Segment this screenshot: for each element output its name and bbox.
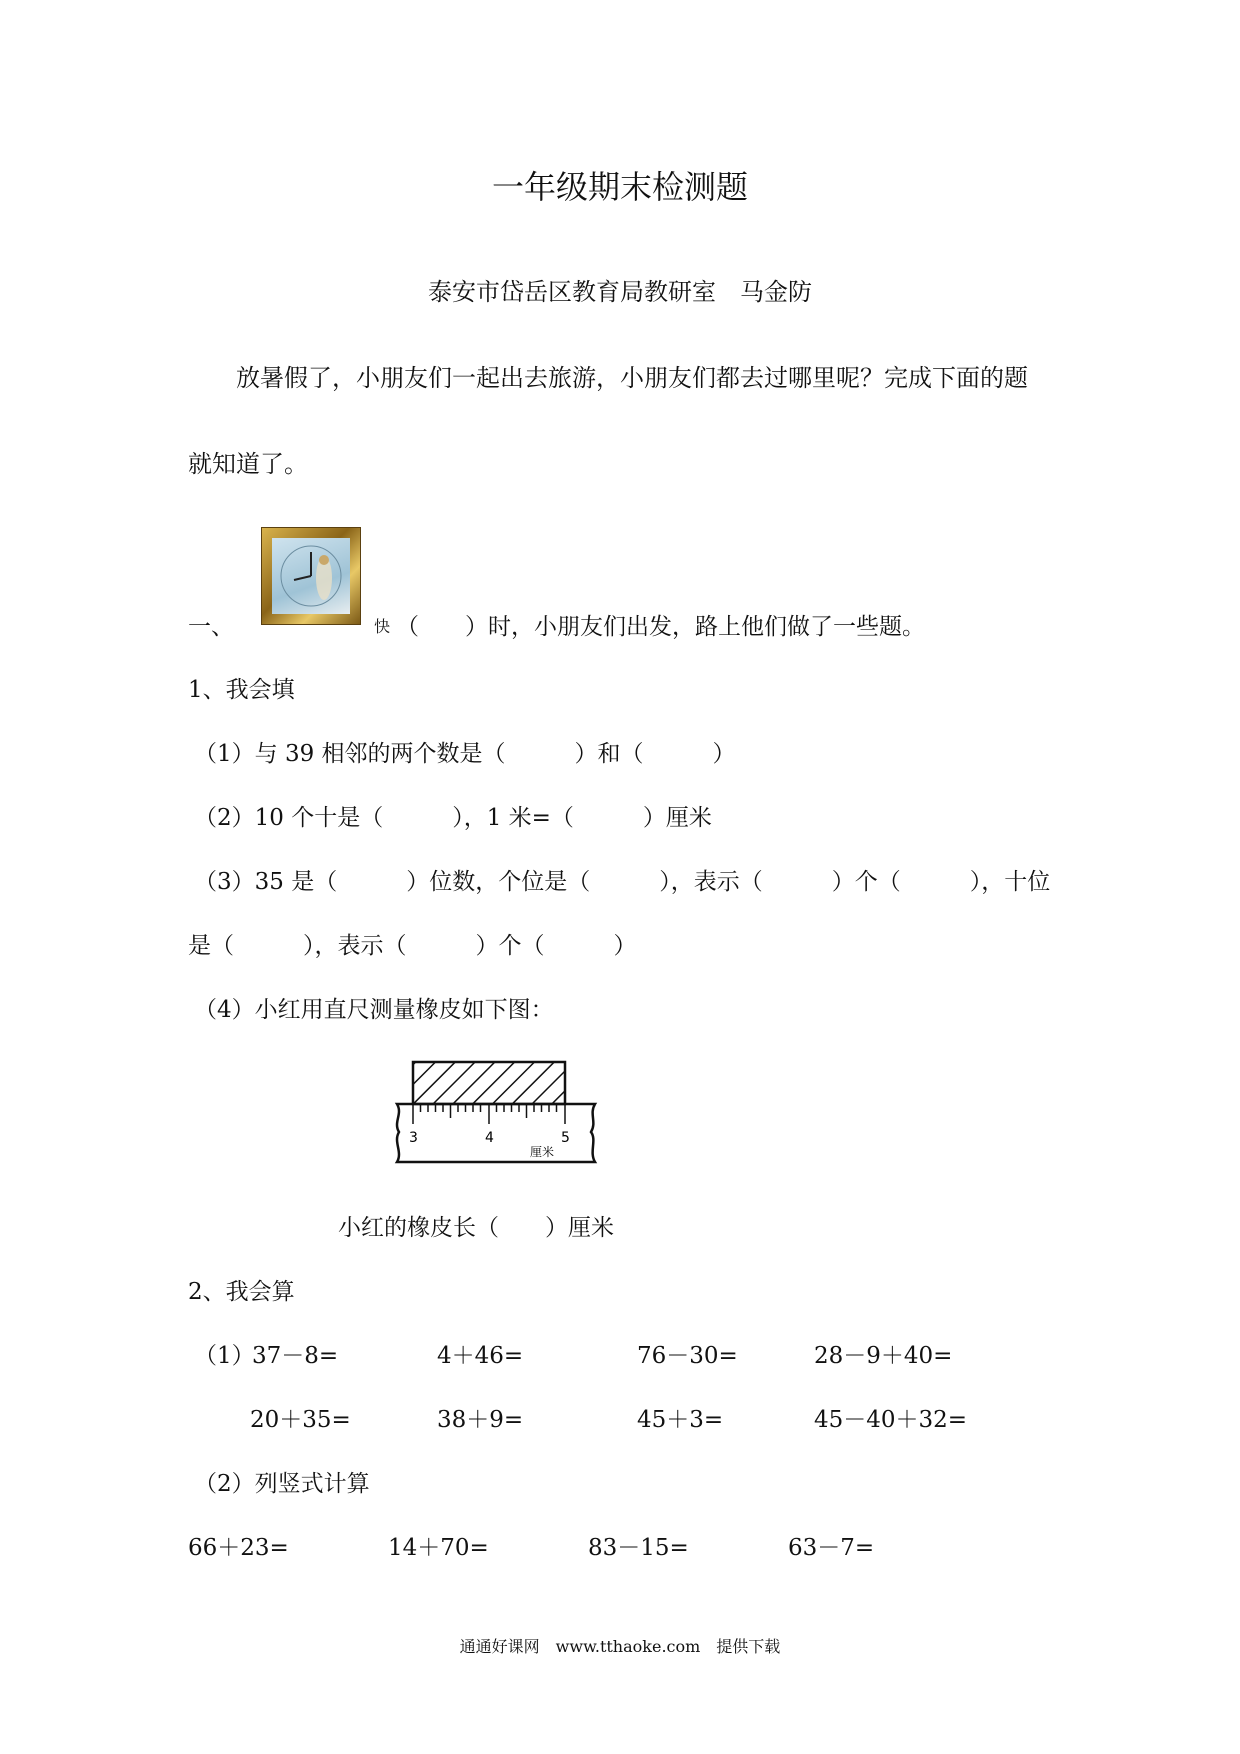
q1-item-2: （2）10 个十是（ ），1 米=（ ）厘米 <box>194 805 712 831</box>
q1-item-4: （4）小红用直尺测量橡皮如下图： <box>194 997 554 1023</box>
tick-label-3: 3 <box>409 1130 418 1146</box>
calc-r3-c4: 63－7= <box>788 1535 875 1561</box>
tick-label-4: 4 <box>485 1130 494 1146</box>
calc-r1-c2: 4＋46= <box>437 1343 524 1369</box>
calc-r2-c2: 38＋9= <box>437 1407 524 1433</box>
section-marker: 一、 <box>188 614 234 640</box>
ruler-figure <box>385 1052 607 1174</box>
calc-r3-c3: 83－15= <box>588 1535 689 1561</box>
q2-heading: 2、我会算 <box>188 1279 295 1305</box>
ruler-drawing <box>385 1052 607 1174</box>
q2-part2: （2）列竖式计算 <box>194 1471 370 1497</box>
eraser <box>413 1062 565 1104</box>
q1-heading: 1、我会填 <box>188 677 295 703</box>
clock-icon <box>272 538 350 614</box>
footer-text: 通通好课网 www.tthaoke.com 提供下载 <box>459 1637 781 1656</box>
calc-r1-c3: 76－30= <box>637 1343 738 1369</box>
page-title: 一年级期末检测题 <box>491 168 748 206</box>
clock-face <box>272 538 350 614</box>
tick-label-5: 5 <box>561 1130 570 1146</box>
section-small-label: 快 <box>374 617 391 636</box>
author-line: 泰安市岱岳区教育局教研室 马金防 <box>428 278 812 306</box>
intro-line-1: 放暑假了，小朋友们一起出去旅游，小朋友们都去过哪里呢？完成下面的题 <box>236 364 1028 392</box>
calc-r2-c4: 45－40＋32= <box>814 1407 968 1433</box>
calc-r2-c1: 20＋35= <box>250 1407 351 1433</box>
ruler-ticks <box>413 1104 565 1124</box>
q1-item-3a: （3）35 是（ ）位数，个位是（ ），表示（ ）个（ ），十位 <box>194 869 1051 895</box>
q1-item-3b: 是（ ），表示（ ）个（ ） <box>188 933 637 959</box>
calc-r2-c3: 45＋3= <box>637 1407 724 1433</box>
q1-item-1: （1）与 39 相邻的两个数是（ ）和（ ） <box>194 741 736 767</box>
calc-r3-c1: 66＋23= <box>188 1535 289 1561</box>
q2-part1-label: （1） <box>194 1343 255 1369</box>
calc-r3-c2: 14＋70= <box>388 1535 489 1561</box>
calc-r1-c4: 28－9＋40= <box>814 1343 953 1369</box>
section-text: （ ）时，小朋友们出发，路上他们做了一些题。 <box>396 614 925 640</box>
calc-r1-c1: 37－8= <box>252 1343 339 1369</box>
intro-line-2: 就知道了。 <box>188 450 308 478</box>
clock-picture <box>262 528 360 624</box>
unit-label: 厘米 <box>530 1145 555 1159</box>
q1-answer: 小红的橡皮长（ ）厘米 <box>338 1215 614 1241</box>
